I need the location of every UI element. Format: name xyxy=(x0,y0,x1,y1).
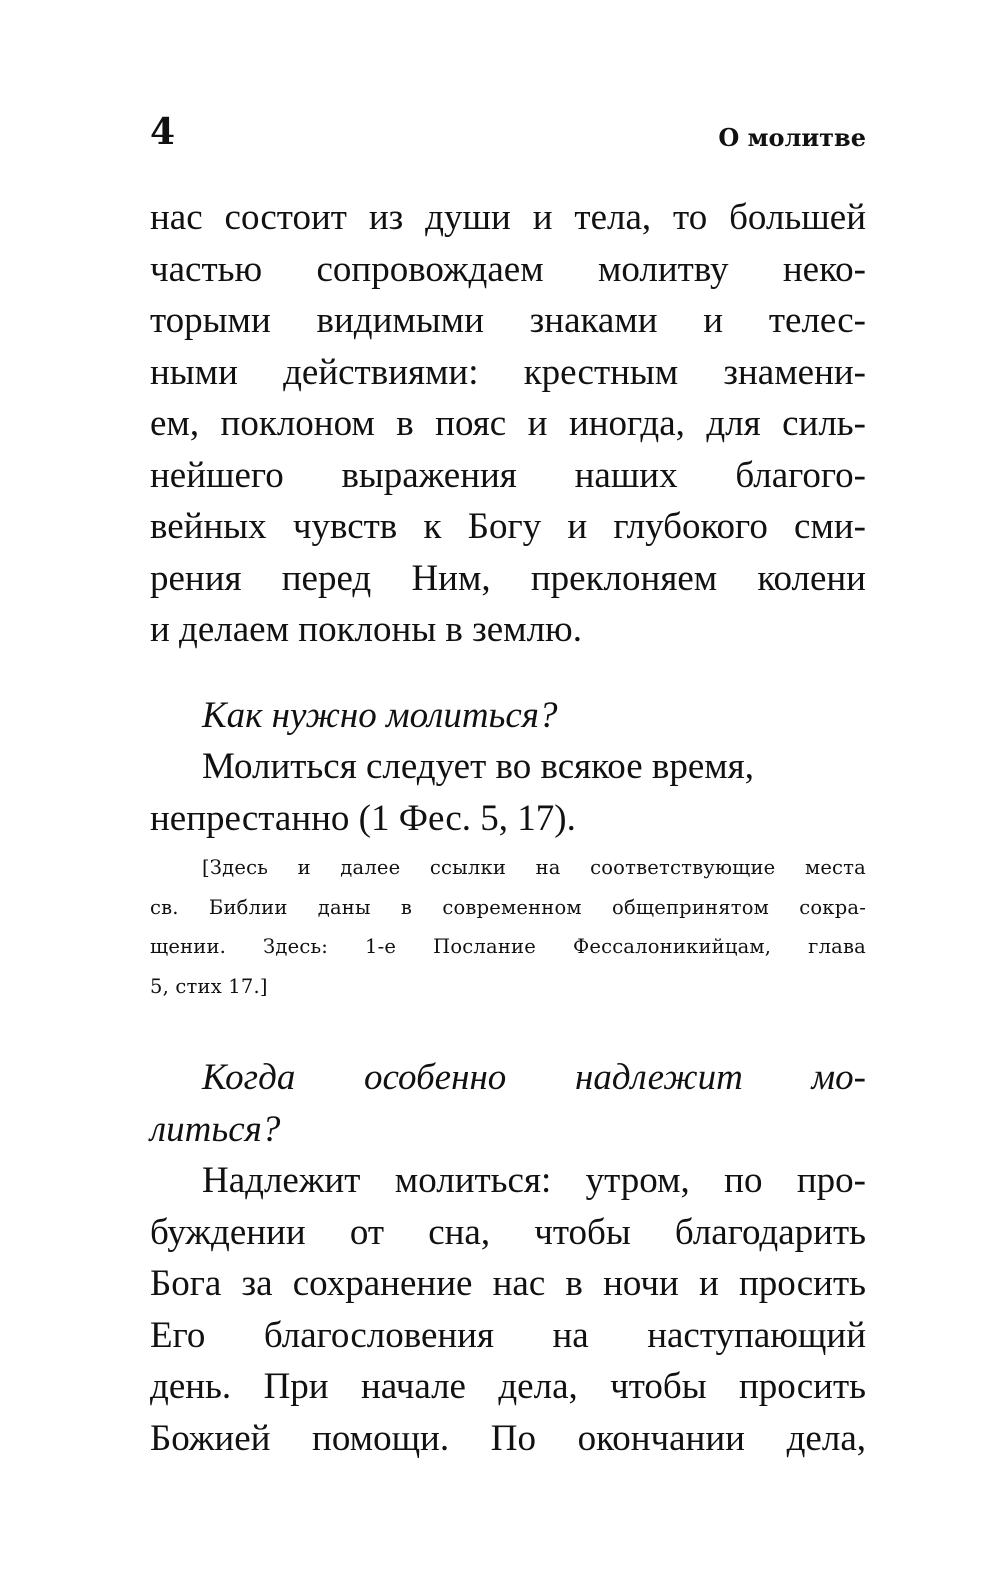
text-line: Надлежит молиться: утром, по про- xyxy=(202,1160,866,1201)
body-text xyxy=(150,192,866,1464)
answer-paragraph xyxy=(150,1155,866,1464)
footnote xyxy=(150,848,866,1006)
text-line: Молиться следует во всякое время, xyxy=(202,746,754,787)
text-line: вейных чувств к Богу и глубокого сми- xyxy=(150,506,866,547)
text-line: Его благословения на наступающий xyxy=(150,1314,866,1356)
footnote-line: 5, стих 17.] xyxy=(150,974,268,998)
text-line: буждении от сна, чтобы благодарить xyxy=(150,1211,866,1253)
text-line: Божией помощи. По окончании дела, xyxy=(150,1417,866,1459)
page-number: 4 xyxy=(150,111,176,153)
text-line: рения перед Ним, преклоняем колени xyxy=(150,557,866,599)
running-title: О молитве xyxy=(718,123,866,152)
text-line: ем, поклоном в пояс и иногда, для силь- xyxy=(150,403,866,444)
text-line: частью сопровождаем молитву неко- xyxy=(150,248,866,290)
answer-paragraph xyxy=(150,741,866,844)
text-line: непрестанно (1 Фес. 5, 17). xyxy=(150,797,576,839)
text-line: торыми видимыми знаками и телес- xyxy=(150,300,866,341)
text-line: и делаем поклоны в землю. xyxy=(150,609,582,650)
text-line: Бога за сохранение нас в ночи и просить xyxy=(150,1263,866,1304)
book-page xyxy=(150,0,866,1570)
text-line: Когда особенно надлежит мо- xyxy=(202,1057,866,1098)
question-heading xyxy=(150,1052,866,1155)
text-line: ными действиями: крестным знамени- xyxy=(150,351,866,393)
footnote-line: св. Библии даны в современном общепринятом сокра- xyxy=(150,895,866,919)
paragraph-continued xyxy=(150,192,866,656)
question-heading: Как нужно молиться? xyxy=(202,694,558,736)
text-line: литься? xyxy=(150,1108,281,1150)
text-line: день. При начале дела, чтобы просить xyxy=(150,1366,866,1407)
text-line: нас состоит из души и тела, то большей xyxy=(150,197,866,238)
running-head xyxy=(150,108,866,156)
footnote-line: щении. Здесь: 1-е Послание Фессалоникийцам, глава xyxy=(150,935,866,958)
footnote-line: [Здесь и далее ссылки на соответствующие места xyxy=(202,856,866,879)
text-line: нейшего выражения наших благого- xyxy=(150,454,866,496)
